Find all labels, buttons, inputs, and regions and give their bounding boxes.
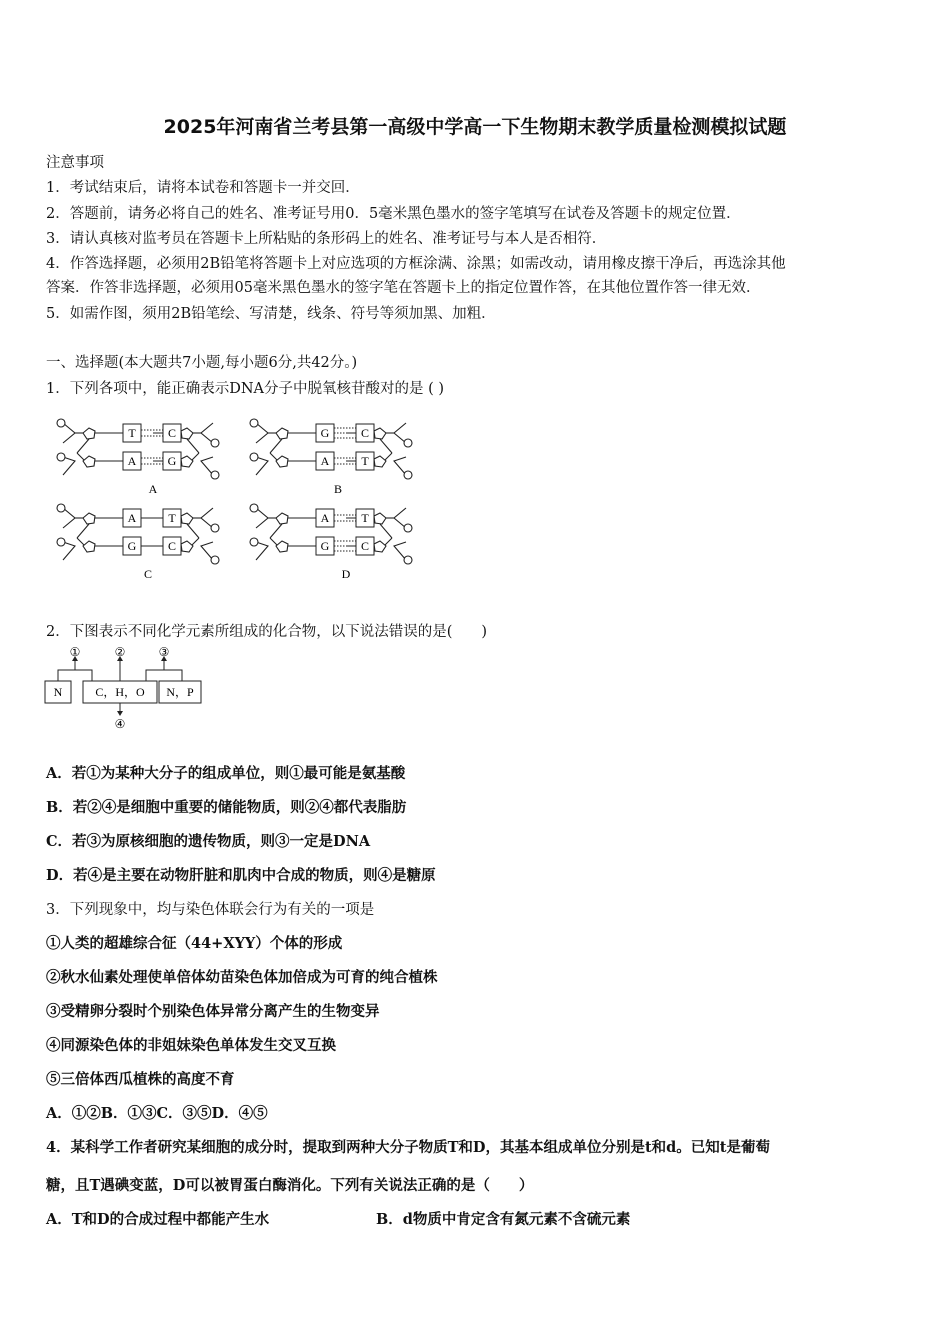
question-1-stem: 1．下列各项中，能正确表示DNA分子中脱氧核苷酸对的是 ( ) (46, 381, 445, 397)
q3-item: ⑤三倍体西瓜植株的高度不育 (46, 1071, 235, 1088)
q3-options: A．①②B．①③C．③⑤D．④⑤ (46, 1105, 268, 1122)
base-label: G (167, 454, 177, 468)
base-label: A (320, 454, 330, 468)
panel-d (250, 504, 412, 581)
base-label: T (168, 511, 176, 525)
base-label: A (127, 511, 137, 525)
base-label: T (361, 454, 369, 468)
base-label: C (360, 539, 370, 553)
panel-label: C (143, 567, 153, 581)
question-4-stem-cont: 糖，且T遇碘变蓝，D可以被胃蛋白酶消化。下列有关说法正确的是（ ） (46, 1177, 534, 1194)
panel-label: B (333, 482, 343, 496)
notice-item: 1．考试结束后，请将本试卷和答题卡一并交回． (46, 180, 360, 196)
q2-option-d: D．若④是主要在动物肝脏和肌肉中合成的物质，则④是糖原 (46, 867, 436, 884)
element-box: N (53, 685, 63, 699)
q2-option-b: B．若②④是细胞中重要的储能物质，则②④都代表脂肪 (46, 799, 407, 816)
base-label: C (167, 539, 177, 553)
notice-item: 答案．作答非选择题，必须用05毫米黑色墨水的签字笔在答题卡上的指定位置作答，在其他位置作答一律无效． (46, 280, 761, 296)
base-label: A (127, 454, 137, 468)
question-3-stem: 3．下列现象中，均与染色体联会行为有关的一项是 (46, 902, 375, 918)
q3-item: ②秋水仙素处理使单倍体幼苗染色体加倍成为可育的纯合植株 (46, 969, 438, 986)
base-label: T (128, 426, 136, 440)
q3-item: ①人类的超雄综合征（44+XYY）个体的形成 (46, 935, 343, 952)
panel-label: D (341, 567, 351, 581)
compound-marker: ③ (158, 646, 170, 659)
panel-b (250, 419, 412, 496)
q2-option-c: C．若③为原核细胞的遗传物质，则③一定是DNA (46, 833, 371, 850)
base-label: G (127, 539, 137, 553)
element-box: C，H，O (95, 685, 145, 699)
base-label: G (320, 426, 330, 440)
q3-item: ③受精卵分裂时个别染色体异常分离产生的生物变异 (46, 1003, 380, 1020)
notice-item: 4．作答选择题，必须用2B铅笔将答题卡上对应选项的方框涂满、涂黑；如需改动，请用橡皮擦干净后，再选涂其他 (46, 256, 786, 272)
base-label: C (360, 426, 370, 440)
q4-option-b: B．d物质中肯定含有氮元素不含硫元素 (376, 1211, 631, 1228)
panel-c (57, 504, 219, 581)
panel-a (57, 419, 219, 496)
question-4-stem: 4．某科学工作者研究某细胞的成分时，提取到两种大分子物质T和D，其基本组成单位分别是t和d。已知t是葡萄 (46, 1139, 770, 1156)
element-box: N，P (166, 685, 194, 699)
base-label: A (320, 511, 330, 525)
notice-item: 5．如需作图，须用2B铅笔绘、写清楚，线条、符号等须加黑、加粗． (46, 306, 496, 322)
base-label: T (361, 511, 369, 525)
base-label: G (320, 539, 330, 553)
dna-pair-diagram (48, 405, 443, 585)
q4-option-a: A．T和D的合成过程中都能产生水 (46, 1211, 270, 1228)
notice-item: 3．请认真核对监考员在答题卡上所粘贴的条形码上的姓名、准考证号与本人是否相符． (46, 231, 607, 247)
compound-marker: ④ (114, 717, 126, 730)
element-diagram (44, 646, 214, 730)
compound-marker: ② (114, 646, 126, 659)
panel-label: A (148, 482, 158, 496)
q3-item: ④同源染色体的非姐妹染色单体发生交叉互换 (46, 1037, 336, 1054)
question-2-stem: 2．下图表示不同化学元素所组成的化合物，以下说法错误的是( ) (46, 624, 488, 640)
base-label: C (167, 426, 177, 440)
q2-option-a: A．若①为某种大分子的组成单位，则①最可能是氨基酸 (46, 765, 406, 782)
notice-heading: 注意事项 (46, 155, 104, 171)
notice-item: 2．答题前，请务必将自己的姓名、准考证号用0．5毫米黑色墨水的签字笔填写在试卷及答题卡的规定位置． (46, 206, 741, 222)
section-heading: 一、选择题(本大题共7小题,每小题6分,共42分。) (46, 355, 358, 371)
page-title: 2025年河南省兰考县第一高级中学高一下生物期末教学质量检测模拟试题 (163, 116, 787, 138)
compound-marker: ① (69, 646, 81, 659)
